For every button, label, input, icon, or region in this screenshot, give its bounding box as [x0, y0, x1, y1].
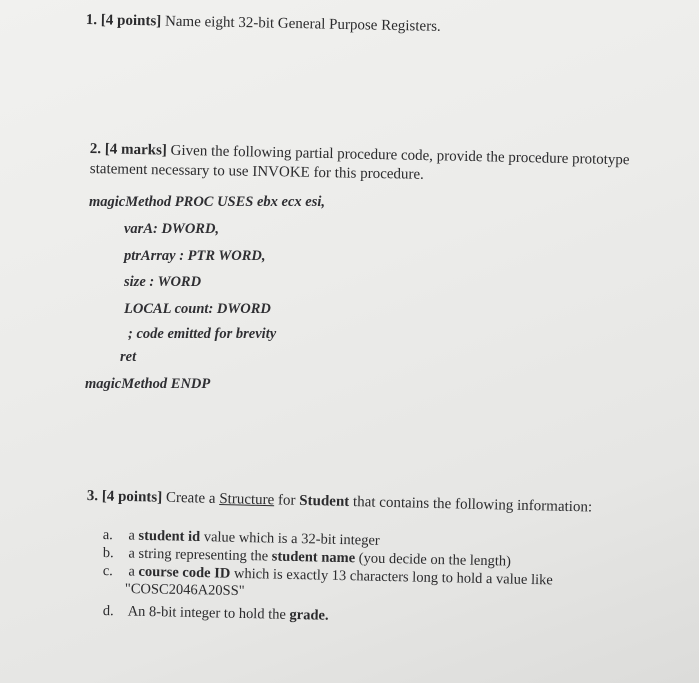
code-line-endp: magicMethod ENDP [85, 376, 211, 392]
list-item-d [103, 603, 329, 625]
item-b-label: b. [102, 545, 114, 562]
list-item-c-line2 [125, 581, 245, 600]
item-c-line2: "COSC2046A20SS" [124, 581, 245, 600]
item-c-label: c. [102, 563, 114, 580]
item-a-pre: a [128, 527, 136, 544]
q3-number: 3. [86, 488, 99, 505]
item-a-post: value which is a 32-bit integer [203, 529, 380, 549]
code-line-comment: ; code emitted for brevity [128, 326, 277, 342]
q3-points: [4 points] [101, 488, 163, 506]
item-b-post: (you decide on the length) [358, 550, 512, 570]
q2-line1: Given the following partial procedure code, provide the procedure prototype [170, 142, 630, 169]
q3-text-c: that contains the following information: [352, 494, 593, 516]
q3-text-a: Create a [165, 489, 216, 507]
code-line-vara: varA: DWORD, [124, 221, 220, 237]
item-d-label: d. [102, 603, 114, 620]
question-2-line-2 [90, 161, 424, 184]
q1-text: Name eight 32-bit General Purpose Registers. [164, 13, 441, 35]
question-3 [87, 488, 593, 516]
q3-student-word: Student [299, 492, 350, 510]
item-a-label: a. [102, 527, 114, 544]
q2-number: 2. [89, 141, 102, 158]
item-a-bold: student id [138, 527, 201, 546]
item-b-pre: a string representing the [128, 545, 269, 565]
item-c-bold: course code ID [138, 563, 231, 582]
code-line-ret: ret [120, 349, 137, 365]
q2-line2: statement necessary to use INVOKE for this procedure. [89, 161, 425, 183]
item-b-bold: student name [271, 548, 356, 567]
q1-points: [4 points] [100, 12, 162, 30]
q3-structure-word: Structure [219, 491, 275, 509]
item-c-post: which is exactly 13 characters long to hold a value like [233, 565, 553, 589]
item-d-bold: grade. [289, 606, 329, 624]
q2-points: [4 marks] [104, 141, 168, 159]
q3-text-b: for [277, 492, 296, 509]
code-line-ptrarray: ptrArray : PTR WORD, [124, 248, 266, 264]
item-c-pre: a [128, 563, 136, 580]
code-line-size: size : WORD [124, 274, 202, 290]
q1-number: 1. [85, 12, 98, 29]
code-line-local: LOCAL count: DWORD [124, 301, 271, 317]
question-1 [86, 12, 441, 36]
code-line-proc: magicMethod PROC USES ebx ecx esi, [89, 194, 326, 210]
item-d-pre: An 8-bit integer to hold the [127, 603, 287, 623]
